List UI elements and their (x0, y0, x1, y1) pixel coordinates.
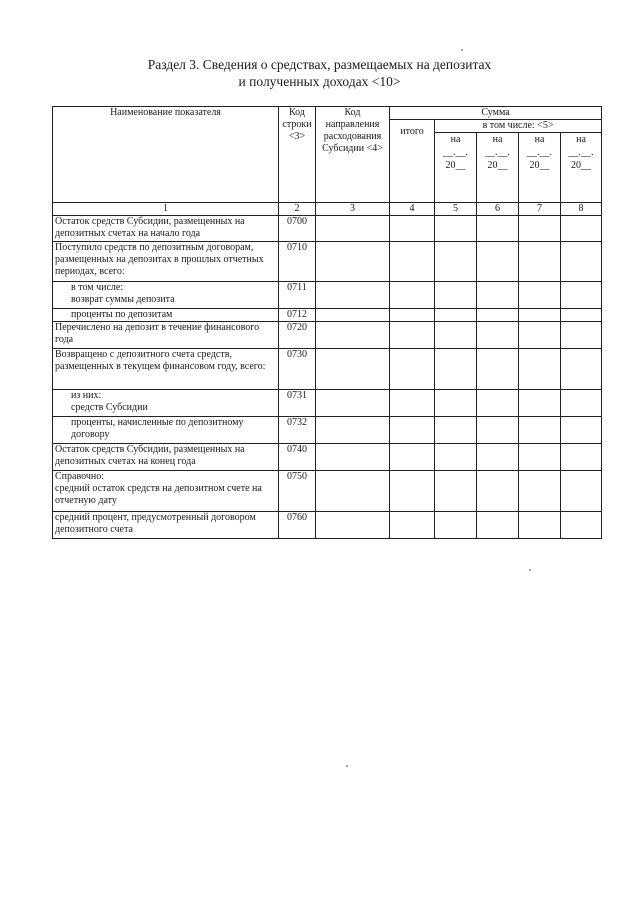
header-direction-code: Код направления расходования Субсидии <4> (316, 107, 390, 203)
date-prefix: на (576, 134, 586, 145)
row-label: Справочно: средний остаток средств на депозитном счете на отчетную дату (53, 471, 279, 512)
row-label: Остаток средств Субсидии, размещенных на депозитных счетах на начало года (53, 216, 279, 242)
row-label: в том числе: возврат суммы депозита (53, 282, 279, 309)
date-year: 20__ (529, 160, 550, 171)
cell-direction[interactable] (316, 242, 390, 282)
table-row (53, 349, 602, 390)
cell-date-5[interactable] (435, 322, 477, 349)
cell-total[interactable] (390, 216, 435, 242)
cell-total[interactable] (390, 242, 435, 282)
date-prefix: на (450, 134, 461, 145)
header-sum: Сумма (390, 107, 602, 120)
date-blank: __.__. (443, 147, 468, 158)
cell-date-7[interactable] (519, 349, 561, 390)
cell-direction[interactable] (316, 349, 390, 390)
scan-speck (346, 765, 348, 767)
section-title-line1: Раздел 3. Сведения о средствах, размещаемых на депозитах (147, 57, 492, 72)
cell-date-5[interactable] (435, 309, 477, 322)
cell-date-6[interactable] (477, 390, 519, 417)
cell-date-7[interactable] (519, 322, 561, 349)
cell-date-8[interactable] (561, 444, 602, 471)
cell-date-7[interactable] (519, 444, 561, 471)
row-code: 0760 (279, 512, 316, 539)
cell-date-6[interactable] (477, 322, 519, 349)
cell-date-5[interactable] (435, 444, 477, 471)
header-date-7 (519, 133, 561, 203)
header-total: итого (390, 120, 435, 203)
cell-date-5[interactable] (435, 471, 477, 512)
cell-date-6[interactable] (477, 242, 519, 282)
row-code: 0700 (279, 216, 316, 242)
cell-date-6[interactable] (477, 282, 519, 309)
cell-date-7[interactable] (519, 282, 561, 309)
row-label: средний процент, предусмотренный договором депозитного счета (53, 512, 279, 539)
cell-date-7[interactable] (519, 309, 561, 322)
cell-total[interactable] (390, 512, 435, 539)
cell-direction[interactable] (316, 512, 390, 539)
cell-direction[interactable] (316, 417, 390, 444)
col-num: 6 (477, 203, 519, 216)
table-row (53, 216, 602, 242)
cell-date-6[interactable] (477, 309, 519, 322)
cell-date-6[interactable] (477, 349, 519, 390)
cell-date-8[interactable] (561, 471, 602, 512)
header-date-6 (477, 133, 519, 203)
cell-total[interactable] (390, 322, 435, 349)
row-label: Перечислено на депозит в течение финансового года (53, 322, 279, 349)
row-label: Возвращено с депозитного счета средств, размещенных в текущем финансовом году, всего: (53, 349, 279, 390)
row-code: 0720 (279, 322, 316, 349)
table-row (53, 512, 602, 539)
cell-date-6[interactable] (477, 512, 519, 539)
cell-date-6[interactable] (477, 444, 519, 471)
row-code: 0712 (279, 309, 316, 322)
cell-total[interactable] (390, 444, 435, 471)
cell-total[interactable] (390, 349, 435, 390)
cell-date-7[interactable] (519, 216, 561, 242)
header-including: в том числе: <5> (435, 120, 602, 133)
cell-date-6[interactable] (477, 471, 519, 512)
date-blank: __.__. (568, 147, 594, 158)
table-row (53, 390, 602, 417)
date-prefix: на (492, 134, 503, 145)
cell-direction[interactable] (316, 216, 390, 242)
col-num: 7 (519, 203, 561, 216)
table-row (53, 444, 602, 471)
column-numbers-row (53, 203, 602, 216)
cell-date-6[interactable] (477, 417, 519, 444)
cell-direction[interactable] (316, 444, 390, 471)
cell-date-8[interactable] (561, 282, 602, 309)
row-code: 0740 (279, 444, 316, 471)
scan-speck (529, 569, 531, 571)
cell-date-5[interactable] (435, 512, 477, 539)
cell-date-6[interactable] (477, 216, 519, 242)
cell-date-5[interactable] (435, 282, 477, 309)
cell-date-7[interactable] (519, 512, 561, 539)
table-row (53, 282, 602, 309)
cell-date-5[interactable] (435, 417, 477, 444)
section-title (0, 56, 639, 90)
cell-date-7[interactable] (519, 471, 561, 512)
cell-date-8[interactable] (561, 322, 602, 349)
row-code: 0730 (279, 349, 316, 390)
date-blank: __.__. (527, 147, 552, 158)
col-num: 4 (390, 203, 435, 216)
date-prefix: на (534, 134, 545, 145)
row-code: 0710 (279, 242, 316, 282)
date-year: 20__ (445, 160, 466, 171)
row-label: проценты, начисленные по депозитному договору (53, 417, 279, 444)
cell-total[interactable] (390, 282, 435, 309)
cell-date-5[interactable] (435, 349, 477, 390)
cell-date-8[interactable] (561, 390, 602, 417)
cell-total[interactable] (390, 309, 435, 322)
cell-direction[interactable] (316, 471, 390, 512)
row-code: 0711 (279, 282, 316, 309)
cell-date-8[interactable] (561, 309, 602, 322)
cell-date-8[interactable] (561, 512, 602, 539)
row-label: из них: средств Субсидии (53, 390, 279, 417)
col-num: 5 (435, 203, 477, 216)
table-row (53, 322, 602, 349)
cell-total[interactable] (390, 417, 435, 444)
header-date-8 (561, 133, 602, 203)
deposits-table (52, 106, 602, 539)
cell-direction[interactable] (316, 309, 390, 322)
cell-date-5[interactable] (435, 242, 477, 282)
table-row (53, 309, 602, 322)
row-label: Поступило средств по депозитным договорам, размещенных на депозитах в прошлых отчетных периодах, всего: (53, 242, 279, 282)
cell-direction[interactable] (316, 322, 390, 349)
col-num: 1 (53, 203, 279, 216)
date-year: 20__ (571, 160, 592, 171)
date-blank: __.__. (485, 147, 510, 158)
cell-direction[interactable] (316, 390, 390, 417)
col-num: 3 (316, 203, 390, 216)
cell-date-8[interactable] (561, 349, 602, 390)
cell-total[interactable] (390, 471, 435, 512)
cell-date-5[interactable] (435, 390, 477, 417)
header-name: Наименование показателя (53, 107, 279, 203)
header-date-5 (435, 133, 477, 203)
section-title-line2: и полученных доходах <10> (238, 74, 401, 89)
date-year: 20__ (487, 160, 508, 171)
cell-date-5[interactable] (435, 216, 477, 242)
cell-date-8[interactable] (561, 216, 602, 242)
scan-speck (461, 49, 463, 51)
col-num: 2 (279, 203, 316, 216)
cell-date-8[interactable] (561, 242, 602, 282)
cell-date-7[interactable] (519, 242, 561, 282)
col-num: 8 (561, 203, 602, 216)
row-label: проценты по депозитам (53, 309, 279, 322)
cell-date-8[interactable] (561, 417, 602, 444)
table-row (53, 242, 602, 282)
table-row (53, 471, 602, 512)
header-code: Код строки <3> (279, 107, 316, 203)
cell-direction[interactable] (316, 282, 390, 309)
row-label: Остаток средств Субсидии, размещенных на депозитных счетах на конец года (53, 444, 279, 471)
row-code: 0731 (279, 390, 316, 417)
cell-date-7[interactable] (519, 417, 561, 444)
table-row (53, 417, 602, 444)
row-code: 0732 (279, 417, 316, 444)
cell-total[interactable] (390, 390, 435, 417)
row-code: 0750 (279, 471, 316, 512)
cell-date-7[interactable] (519, 390, 561, 417)
